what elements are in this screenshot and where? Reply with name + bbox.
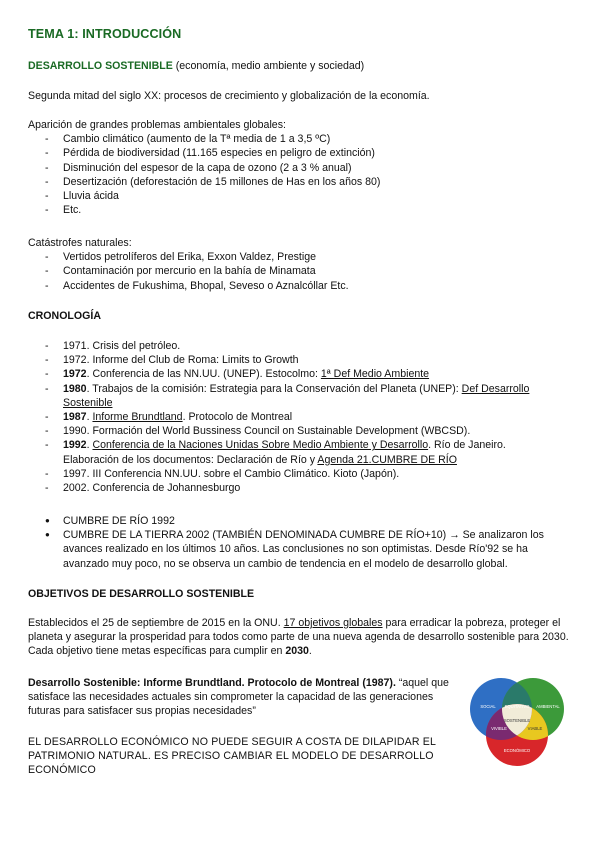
problems-list [28,132,578,217]
list-item: - Desertización (deforestación de 15 millones de Has en los años 80) [28,175,578,189]
venn-label-sostenible: SOSTENIBLE [503,718,531,723]
problems-heading: Aparición de grandes problemas ambientales globales: [28,119,286,131]
list-item [28,367,558,381]
list-item: - 1990. Formación del World Bussiness Council on Sustainable Development (WBCSD). [28,424,558,438]
cronologia-section [28,339,558,495]
list-item: ● CUMBRE DE RÍO 1992 [28,514,576,528]
informe-brundtland-link[interactable]: Informe Brundtland [92,411,183,424]
problems-section [28,118,578,217]
def-medio-ambiente-link[interactable]: 1ª Def Medio Ambiente [320,368,430,381]
page-title: TEMA 1: INTRODUCCIÓN [28,27,182,41]
year: 1992 [63,439,87,452]
desarrollo-sostenible-label: DESARROLLO SOSTENIBLE [28,60,173,72]
list-item: - Accidentes de Fukushima, Bhopal, Seveso o Aznalcóllar Etc. [28,279,578,293]
objetivos-year: 2030 [285,645,309,658]
catastrophes-section [28,236,578,293]
desarrollo-sostenible-detail: (economía, medio ambiente y sociedad) [172,60,365,72]
venn-label-vivible: VIVIBLE [491,726,507,731]
cronologia-list [28,339,558,495]
list-item: - Cambio climático (aumento de la Tª media de 1 a 3,5 ºC) [28,132,578,146]
item-text: . Río de Janeiro. Elaboración de los documentos: Declaración de Río y [63,439,506,466]
list-item: - 1987. Informe Brundtland. Protocolo de Montreal [28,410,558,424]
intro-line: Segunda mitad del siglo XX: procesos de crecimiento y globalización de la economía. [28,90,430,102]
list-item: ● CUMBRE DE LA TIERRA 2002 (TAMBIÉN DENOMINADA CUMBRE DE RÍO+10) → Se analizaron los avances realizado en los últimos 10 años. Las conclusiones no son optimistas. Desde Río'92 se ha avanzado muy poco, no se observa un cambio de tendencia en el modelo de desarrollo global. [28,528,576,571]
list-item: - Etc. [28,203,578,217]
desarrollo-sostenible-line [28,59,578,73]
list-item: - Contaminación por mercurio en la bahía de Minamata [28,264,578,278]
objetivos-heading: OBJETIVOS DE DESARROLLO SOSTENIBLE [28,588,255,600]
venn-label-viable: VIABLE [527,726,543,731]
catastrophes-list [28,250,578,293]
closing-statement: EL DESARROLLO ECONÓMICO NO PUEDE SEGUIR A COSTA DE DILAPIDAR EL PATRIMONIO NATURAL. ES PRECISO CAMBIAR EL MODELO DE DESARROLLO ECONÓMICO [28,736,436,777]
definition-title: Desarrollo Sostenible: Informe Brundtland. Protocolo de Montreal (1987). [28,677,396,689]
conferencia-nnuu-link[interactable]: Conferencia de la Naciones Unidas Sobre Medio Ambiente y Desarrollo [92,439,429,452]
cumbres-section [28,514,576,571]
venn-label-equitativo: EQUITATIVO [504,704,530,709]
catastrophes-heading: Catástrofes naturales: [28,237,132,249]
sustainability-venn-diagram [466,672,574,778]
item-text: . Trabajos de la comisión: Estrategia para la Conservación del Planeta (UNEP): [86,382,462,395]
list-item [28,382,558,410]
venn-label-economico: ECONÓMICO [503,748,531,753]
definition-paragraph [28,676,455,719]
def-desarrollo-sostenible-link[interactable]: Def Desarrollo Sostenible [63,382,530,409]
objetivos-text-1: Establecidos el 25 de septiembre de 2015 en la ONU. [28,617,284,629]
year: 1980 [63,382,87,395]
venn-label-ambiental: AMBIENTAL [536,704,560,709]
list-item: - Pérdida de biodiversidad (11.165 especies en peligro de extinción) [28,146,578,160]
objetivos-globales-link[interactable]: 17 objetivos globales [283,617,383,629]
objetivos-end: . [308,645,312,658]
list-item: - Vertidos petrolíferos del Erika, Exxon Valdez, Prestige [28,250,578,264]
venn-label-social: SOCIAL [480,704,496,709]
agenda-21-link[interactable]: Agenda 21.CUMBRE DE RÍO [317,453,457,466]
item-text: . Protocolo de Montreal [182,411,293,424]
list-item: - Lluvia ácida [28,189,578,203]
cronologia-heading: CRONOLOGÍA [28,310,101,322]
list-item: - 1972. Informe del Club de Roma: Limits to Growth [28,353,558,367]
list-item: - 2002. Conferencia de Johannesburgo [28,481,558,495]
objetivos-text-2: para erradicar la pobreza, proteger el planeta y asegurar la prosperidad para todos como parte de una nueva agenda de desarrollo sostenible para 2030. Cada objetivo tiene metas específicas para cumplir en [28,617,569,658]
year: 1987 [63,411,87,424]
list-item: - 1971. Crisis del petróleo. [28,339,558,353]
list-item: - 1997. III Conferencia NN.UU. sobre el Cambio Climático. Kioto (Japón). [28,467,558,481]
objetivos-paragraph [28,616,576,659]
cumbres-list [28,514,576,571]
definition-quote: “aquel que satisface las necesidades actuales sin comprometer la capacidad de las generaciones futuras para satisfacer sus propias necesidades” [28,677,449,718]
list-item: - 1992. Conferencia de la Naciones Unidas Sobre Medio Ambiente y Desarrollo. Río de Janeiro. Elaboración de los documentos: Declaración de Río y Agenda 21.CUMBRE DE RÍO [28,438,558,466]
item-text: . Conferencia de las NN.UU. (UNEP). Estocolmo: [86,368,321,381]
list-item: - Disminución del espesor de la capa de ozono (2 a 3 % anual) [28,161,578,175]
year: 1972 [63,368,87,381]
